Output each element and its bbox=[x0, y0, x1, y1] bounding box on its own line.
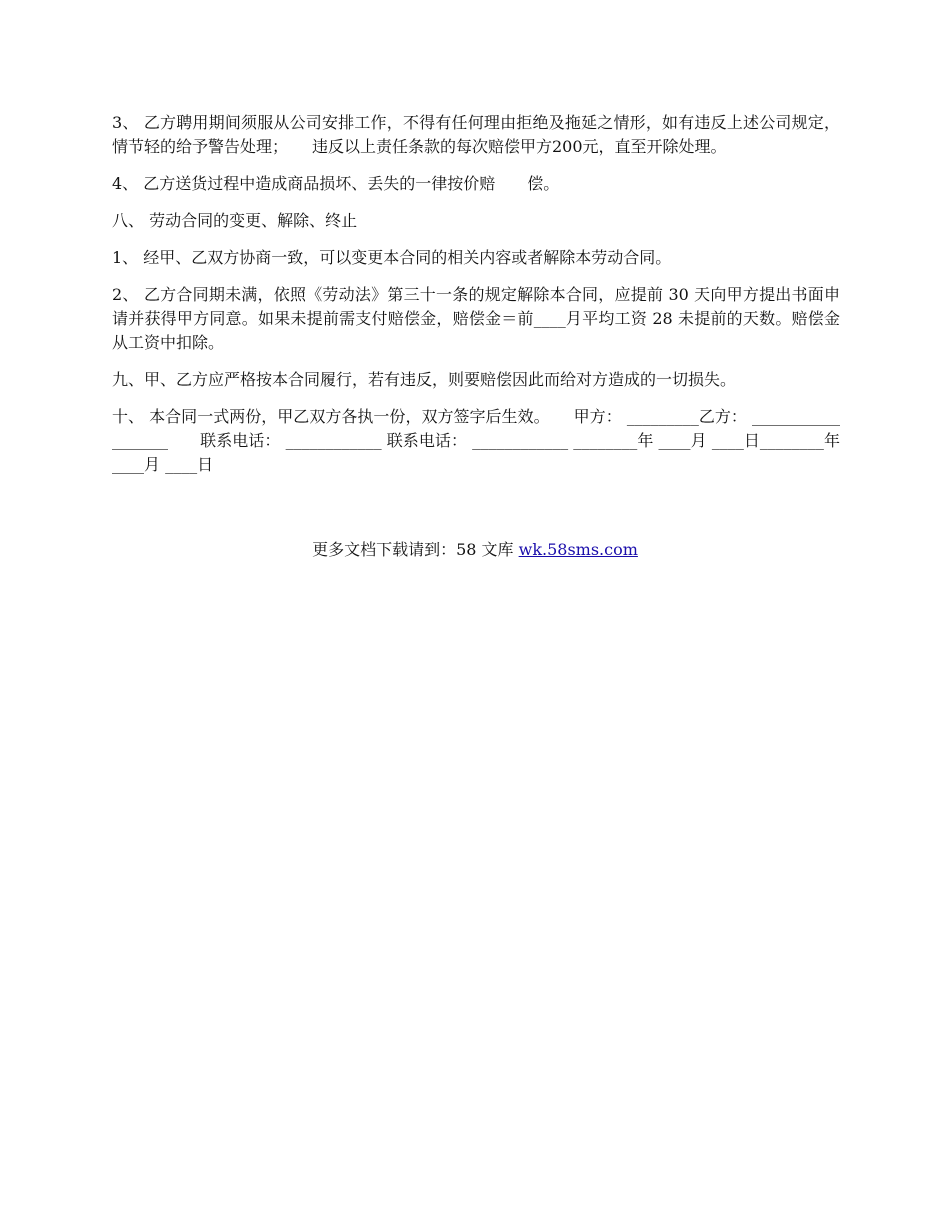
section-8-heading: 八、 劳动合同的变更、解除、终止 bbox=[112, 211, 358, 230]
section-8-item-1: 1、 经甲、乙双方协商一致，可以变更本合同的相关内容或者解除本劳动合同。 bbox=[112, 248, 672, 267]
section-8-item-2: 2、 乙方合同期未满，依照《劳动法》第三十一条的规定解除本合同，应提前 30 天向甲方提出书面申请并获得甲方同意。如果未提前需支付赔偿金，赔偿金＝前____月平均工资 28 未提前的天数。赔偿金从工资中扣除。 bbox=[112, 285, 840, 352]
section-10-signature-block: 十、 本合同一式两份，甲乙双方各执一份，双方签字后生效。 甲方： _________乙方： __________________ 联系电话： ____________ 联系电话： ____________ ________年 ____月 ____日________年 ____月 ____日 bbox=[112, 407, 840, 474]
footer-text: 更多文档下载请到：58 文库 bbox=[312, 540, 519, 559]
download-footer bbox=[0, 538, 950, 562]
clause-3-paragraph: 3、 乙方聘用期间须服从公司安排工作，不得有任何理由拒绝及拖延之情形，如有违反上述公司规定，情节轻的给予警告处理； 违反以上责任条款的每次赔偿甲方200元，直至开除处理。 bbox=[112, 113, 840, 156]
document-body bbox=[112, 111, 840, 490]
section-9-paragraph: 九、甲、乙方应严格按本合同履行，若有违反，则要赔偿因此而给对方造成的一切损失。 bbox=[112, 370, 737, 389]
footer-link[interactable]: wk.58sms.com bbox=[518, 540, 638, 559]
clause-4-paragraph: 4、 乙方送货过程中造成商品损坏、丢失的一律按价赔 偿。 bbox=[112, 174, 560, 193]
